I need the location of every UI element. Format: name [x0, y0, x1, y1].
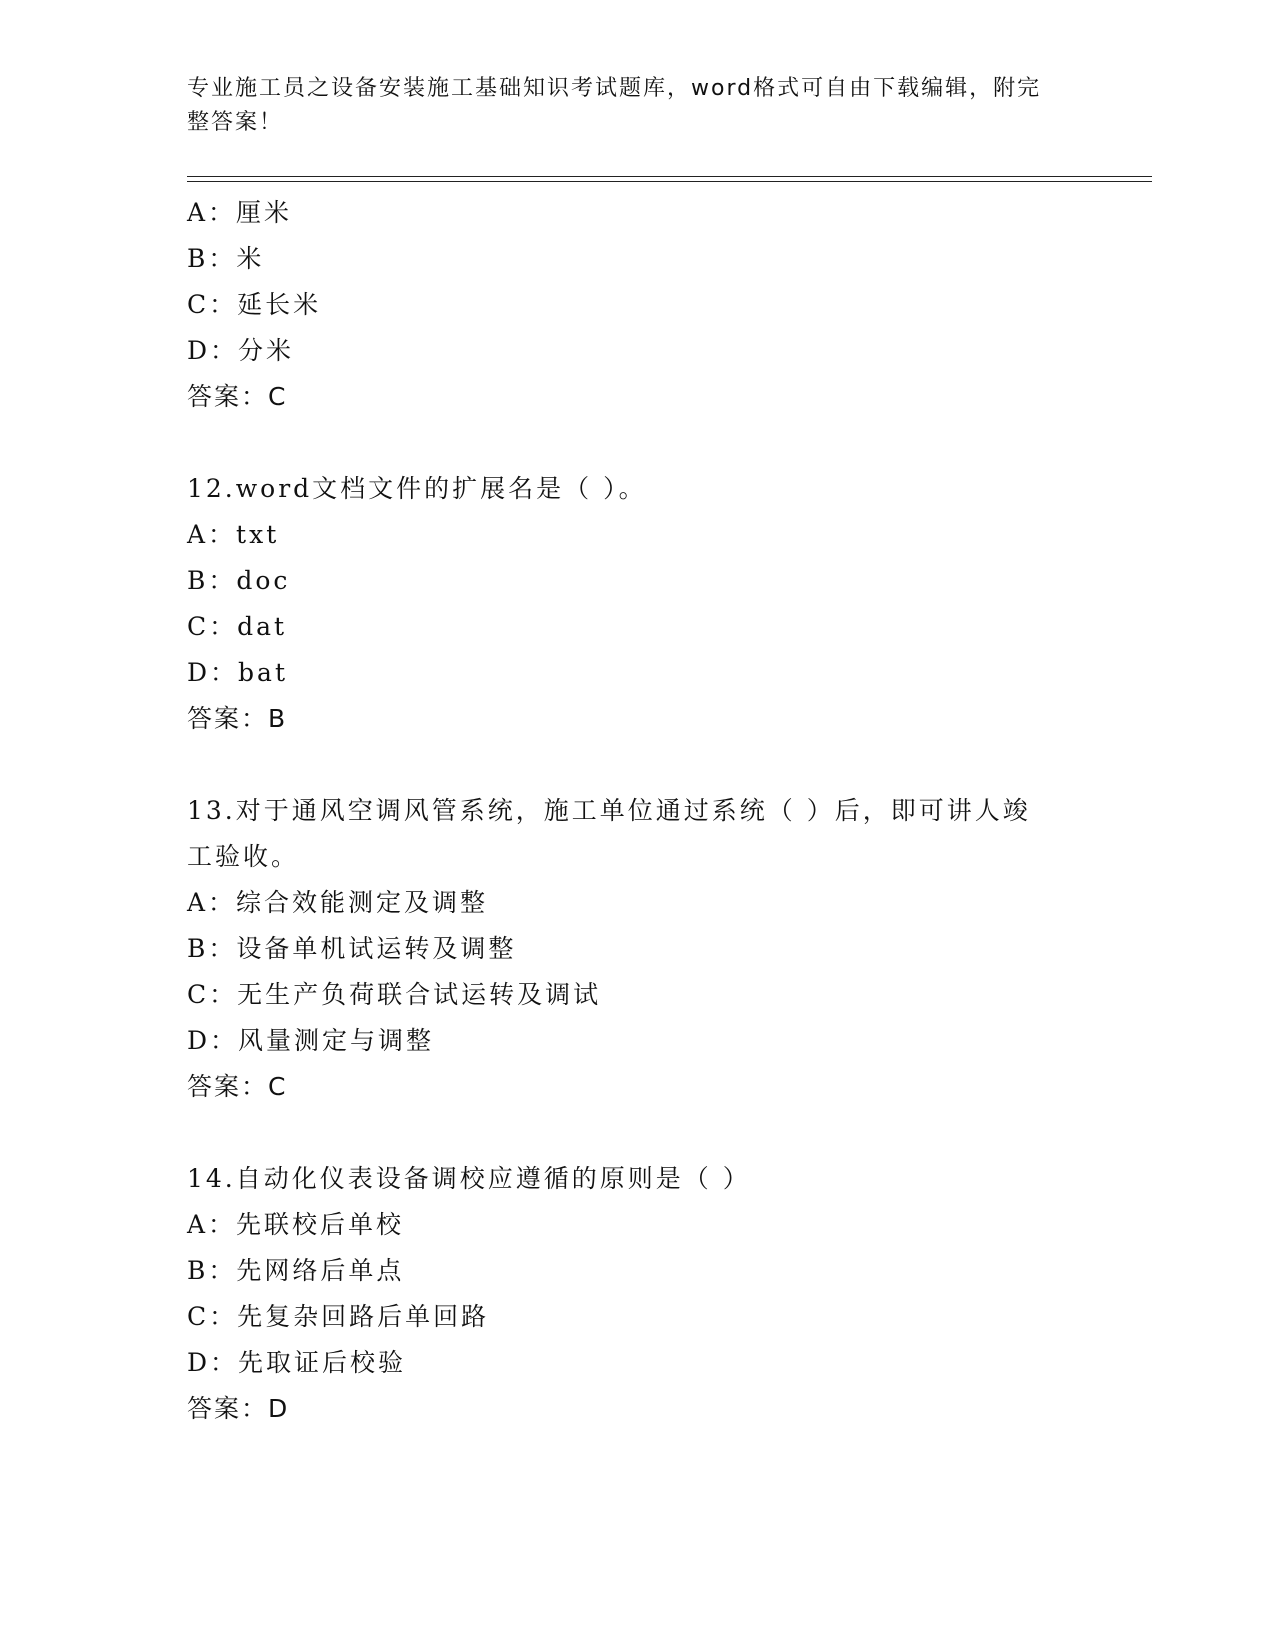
option-b: B：米: [187, 244, 265, 273]
header-divider-top: [187, 176, 1152, 177]
question-list: [187, 190, 1087, 1432]
option-a: A：厘米: [187, 198, 293, 227]
option-b: B：设备单机试运转及调整: [187, 934, 517, 963]
answer: 答案：C: [187, 1072, 288, 1101]
answer: 答案：B: [187, 704, 288, 733]
header-line-1: 专业施工员之设备安装施工基础知识考试题库，word格式可自由下载编辑，附完: [187, 76, 1042, 101]
document-header: [187, 72, 1067, 140]
question-block-12: [187, 466, 1087, 742]
question-text-line-1: 13.对于通风空调风管系统，施工单位通过系统（ ）后，即可讲人竣: [187, 796, 1031, 825]
option-d: D：先取证后校验: [187, 1348, 407, 1377]
answer: 答案：C: [187, 382, 288, 411]
header-divider-bottom: [187, 181, 1152, 182]
option-d: D：bat: [187, 658, 288, 687]
option-b: B：doc: [187, 566, 291, 595]
option-a: A：txt: [187, 520, 280, 549]
option-c: C：先复杂回路后单回路: [187, 1302, 490, 1331]
option-c: C：无生产负荷联合试运转及调试: [187, 980, 602, 1009]
question-block-11: [187, 190, 1087, 420]
answer: 答案：D: [187, 1394, 290, 1423]
question-block-13: [187, 788, 1087, 1110]
header-line-2: 整答案！: [187, 110, 284, 135]
question-text-line-2: 工验收。: [187, 842, 300, 871]
question-block-14: [187, 1156, 1087, 1432]
option-a: A：先联校后单校: [187, 1210, 405, 1239]
option-c: C：dat: [187, 612, 288, 641]
question-text: 14.自动化仪表设备调校应遵循的原则是（ ）: [187, 1164, 751, 1193]
option-a: A：综合效能测定及调整: [187, 888, 489, 917]
option-b: B：先网络后单点: [187, 1256, 405, 1285]
option-c: C：延长米: [187, 290, 322, 319]
option-d: D：分米: [187, 336, 295, 365]
question-text: 12.word文档文件的扩展名是（ ）。: [187, 474, 647, 503]
option-d: D：风量测定与调整: [187, 1026, 435, 1055]
